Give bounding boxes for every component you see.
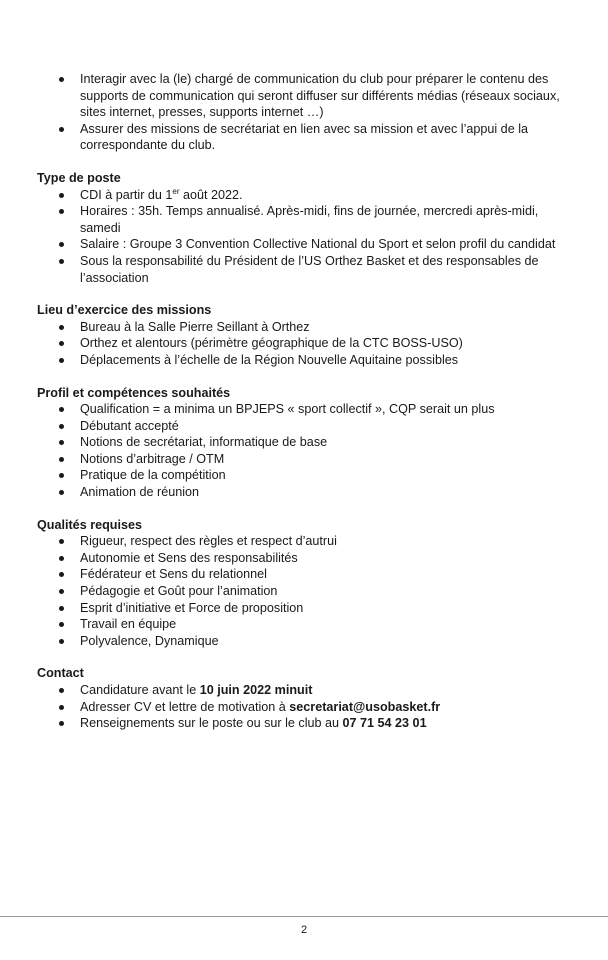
- contact-section: [37, 665, 577, 731]
- ordinal-superscript: er: [172, 186, 180, 196]
- lieu-list: [37, 319, 577, 369]
- list-item: Interagir avec la (le) chargé de communication du club pour préparer le contenu des supports de communication qui seront diffuser sur différents médias (réseaux sociaux, sites internet, presses, supports internet …): [37, 71, 577, 121]
- cdi-date-text: août 2022.: [179, 187, 243, 202]
- type-poste-section: [37, 170, 577, 286]
- document-content: [37, 71, 577, 748]
- list-item: Esprit d’initiative et Force de proposition: [37, 600, 577, 617]
- list-item: Salaire : Groupe 3 Convention Collective National du Sport et selon profil du candidat: [37, 236, 577, 253]
- list-item: Rigueur, respect des règles et respect d’autrui: [37, 533, 577, 550]
- profil-list: [37, 401, 577, 501]
- footer-divider: [0, 916, 608, 917]
- list-item: Pratique de la compétition: [37, 467, 577, 484]
- list-item: Notions de secrétariat, informatique de base: [37, 434, 577, 451]
- contact-email: secretariat@usobasket.fr: [289, 699, 441, 714]
- cdi-text: CDI à partir du 1: [80, 187, 173, 202]
- page-number: 2: [300, 924, 308, 936]
- deadline-label: Candidature avant le: [80, 683, 200, 697]
- list-item: [37, 682, 577, 699]
- section-heading: Lieu d’exercice des missions: [37, 303, 212, 318]
- list-item: Sous la responsabilité du Président de l’US Orthez Basket et des responsables de l’association: [37, 253, 577, 286]
- profil-section: [37, 385, 577, 501]
- qualites-section: [37, 517, 577, 650]
- list-item: Qualification = a minima un BPJEPS « sport collectif », CQP serait un plus: [37, 401, 577, 418]
- list-item: Notions d’arbitrage / OTM: [37, 451, 577, 468]
- list-item: Orthez et alentours (périmètre géographique de la CTC BOSS-USO): [37, 335, 577, 352]
- lieu-section: [37, 302, 577, 368]
- list-item: Autonomie et Sens des responsabilités: [37, 550, 577, 567]
- intro-list: [37, 71, 577, 154]
- qualites-list: [37, 533, 577, 649]
- contact-phone: 07 71 54 23 01: [342, 716, 427, 731]
- list-item: [37, 715, 577, 732]
- list-item: [37, 187, 577, 204]
- list-item: Bureau à la Salle Pierre Seillant à Orthez: [37, 319, 577, 336]
- contact-list: [37, 682, 577, 732]
- list-item: Polyvalence, Dynamique: [37, 633, 577, 650]
- list-item: Débutant accepté: [37, 418, 577, 435]
- cv-label: Adresser CV et lettre de motivation à: [80, 699, 290, 714]
- list-item: [37, 699, 577, 716]
- list-item: Horaires : 35h. Temps annualisé. Après-midi, fins de journée, mercredi après-midi, samedi: [37, 203, 577, 236]
- list-item: Déplacements à l’échelle de la Région Nouvelle Aquitaine possibles: [37, 352, 577, 369]
- section-heading: Qualités requises: [37, 517, 142, 532]
- list-item: Animation de réunion: [37, 484, 577, 501]
- section-heading: Contact: [37, 666, 84, 681]
- list-item: Travail en équipe: [37, 616, 577, 633]
- info-label: Renseignements sur le poste ou sur le club au: [80, 716, 343, 731]
- intro-section: [37, 71, 577, 154]
- section-heading: Type de poste: [37, 170, 121, 185]
- list-item: Assurer des missions de secrétariat en lien avec sa mission et avec l’appui de la correspondante du club.: [37, 121, 577, 154]
- list-item: Pédagogie et Goût pour l’animation: [37, 583, 577, 600]
- type-poste-list: [37, 187, 577, 287]
- deadline-value: 10 juin 2022 minuit: [199, 683, 313, 697]
- list-item: Fédérateur et Sens du relationnel: [37, 566, 577, 583]
- section-heading: Profil et compétences souhaités: [37, 385, 231, 400]
